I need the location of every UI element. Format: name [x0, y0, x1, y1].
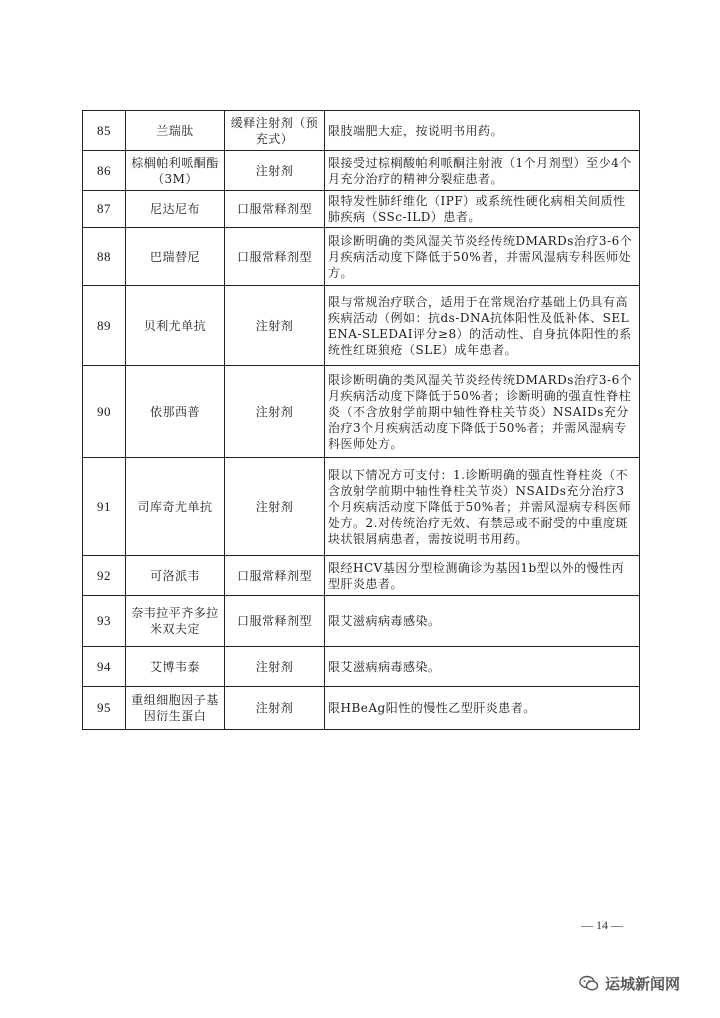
row-number: 93 [83, 596, 126, 647]
table-row [83, 596, 640, 647]
dosage-form: 注射剂 [225, 286, 325, 366]
drug-name: 可洛派韦 [126, 556, 225, 596]
drug-table [82, 110, 640, 730]
payment-restriction: 限诊断明确的类风湿关节炎经传统DMARDs治疗3-6个月疾病活动度下降低于50%者，并需风湿病专科医师处方。 [325, 228, 640, 286]
payment-restriction: 限特发性肺纤维化（IPF）或系统性硬化病相关间质性肺疾病（SSc-ILD）患者。 [325, 191, 640, 228]
table-row [83, 191, 640, 228]
row-number: 89 [83, 286, 126, 366]
drug-name: 奈韦拉平齐多拉米双夫定 [126, 596, 225, 647]
row-number: 86 [83, 151, 126, 191]
payment-restriction: 限肢端肥大症，按说明书用药。 [325, 111, 640, 151]
dosage-form: 注射剂 [225, 458, 325, 556]
row-number: 88 [83, 228, 126, 286]
dosage-form: 注射剂 [225, 151, 325, 191]
row-number: 90 [83, 366, 126, 458]
payment-restriction: 限诊断明确的类风湿关节炎经传统DMARDs治疗3-6个月疾病活动度下降低于50%者；诊断明确的强直性脊柱炎（不含放射学前期中轴性脊柱关节炎）NSAIDs充分治疗3个月疾病活动度下降低于50%者；并需风湿病专科医师处方。 [325, 366, 640, 458]
payment-restriction: 限接受过棕榈酸帕利哌酮注射液（1个月剂型）至少4个月充分治疗的精神分裂症患者。 [325, 151, 640, 191]
row-number: 87 [83, 191, 126, 228]
payment-restriction: 限以下情况方可支付：1.诊断明确的强直性脊柱炎（不含放射学前期中轴性脊柱关节炎）NSAIDs充分治疗3个月疾病活动度下降低于50%者；并需风湿病专科医师处方。2.对传统治疗无效、有禁忌或不耐受的中重度斑块状银屑病患者，需按说明书用药。 [325, 458, 640, 556]
row-number: 92 [83, 556, 126, 596]
watermark-text: 运城新闻网 [605, 975, 681, 993]
table-row [83, 647, 640, 687]
payment-restriction: 限与常规治疗联合，适用于在常规治疗基础上仍具有高疾病活动（例如：抗ds-DNA抗体阳性及低补体、SELENA-SLEDAI评分≥8）的活动性、自身抗体阳性的系统性红斑狼疮（SLE）成年患者。 [325, 286, 640, 366]
payment-restriction: 限艾滋病病毒感染。 [325, 596, 640, 647]
row-number: 94 [83, 647, 126, 687]
dosage-form: 注射剂 [225, 366, 325, 458]
page-number: — 14 — [581, 918, 623, 932]
row-number: 85 [83, 111, 126, 151]
table-row [83, 111, 640, 151]
drug-name: 艾博韦泰 [126, 647, 225, 687]
row-number: 95 [83, 687, 126, 730]
payment-restriction: 限HBeAg阳性的慢性乙型肝炎患者。 [325, 687, 640, 730]
watermark [579, 973, 680, 994]
drug-name: 尼达尼布 [126, 191, 225, 228]
row-number: 91 [83, 458, 126, 556]
table-row [83, 286, 640, 366]
payment-restriction: 限艾滋病病毒感染。 [325, 647, 640, 687]
table-row [83, 687, 640, 730]
dosage-form: 口服常释剂型 [225, 596, 325, 647]
dosage-form: 注射剂 [225, 687, 325, 730]
table-row [83, 366, 640, 458]
drug-name: 棕榈帕利哌酮酯（3M） [126, 151, 225, 191]
drug-name: 依那西普 [126, 366, 225, 458]
drug-name: 巴瑞替尼 [126, 228, 225, 286]
table-row [83, 228, 640, 286]
drug-name: 司库奇尤单抗 [126, 458, 225, 556]
dosage-form: 注射剂 [225, 647, 325, 687]
payment-restriction: 限经HCV基因分型检测确诊为基因1b型以外的慢性丙型肝炎患者。 [325, 556, 640, 596]
wechat-icon [579, 975, 599, 992]
table-row [83, 151, 640, 191]
dosage-form: 口服常释剂型 [225, 556, 325, 596]
dosage-form: 口服常释剂型 [225, 228, 325, 286]
drug-name: 兰瑞肽 [126, 111, 225, 151]
dosage-form: 缓释注射剂（预充式） [225, 111, 325, 151]
drug-name: 贝利尤单抗 [126, 286, 225, 366]
drug-name: 重组细胞因子基因衍生蛋白 [126, 687, 225, 730]
dosage-form: 口服常释剂型 [225, 191, 325, 228]
table-row [83, 556, 640, 596]
table-row [83, 458, 640, 556]
